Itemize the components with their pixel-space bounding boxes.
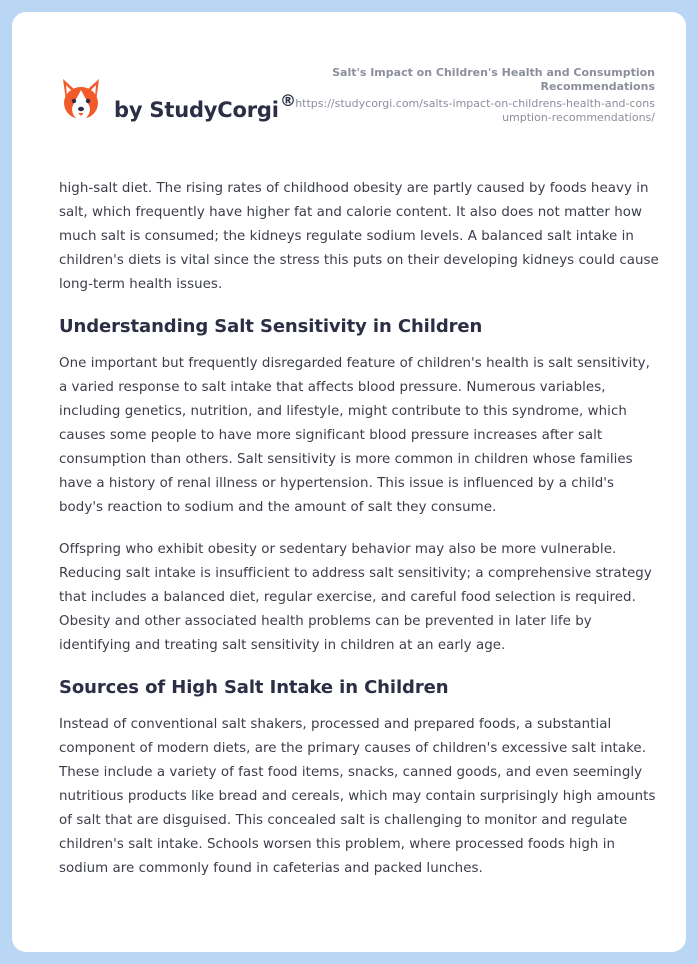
document-page — [12, 12, 686, 952]
intro-paragraph: high-salt diet. The rising rates of childhood obesity are partly caused by foods heavy in salt, which frequently have higher fat and calorie content. It also does not matter how much salt is consumed; the kidneys regulate sodium levels. A balanced salt intake in children's diets is vital since the stress this puts on their developing kidneys could cause long-term health issues. — [59, 181, 659, 292]
document-url[interactable]: https://studycorgi.com/salts-impact-on-childrens-health-and-consumption-recommendations/ — [295, 97, 655, 124]
paragraph: One important but frequently disregarded feature of children's health is salt sensitivity, a varied response to salt intake that affects blood pressure. Numerous variables, including genetics, nutrition, and lifestyle, might contribute to this syndrome, which causes some people to have more significant blood pressure increases after salt consumption than others. Salt sensitivity is more common in children whose families have a history of renal illness or hypertension. This issue is influenced by a child's body's reaction to sodium and the amount of salt they consume. — [59, 356, 650, 515]
paragraph: Instead of conventional salt shakers, processed and prepared foods, a substantial component of modern diets, are the primary causes of children's excessive salt intake. These include a variety of fast food items, snacks, canned goods, and even seemingly nutritious products like bread and cereals, which may contain surprisingly high amounts of salt that are disguised. This concealed salt is challenging to monitor and regulate children's salt intake. Schools worsen this problem, where processed foods high in sodium are commonly found in cafeterias and packed lunches. — [59, 717, 656, 876]
section-heading-salt-sensitivity: Understanding Salt Sensitivity in Children — [59, 316, 483, 337]
corgi-logo-icon — [60, 76, 102, 124]
registered-mark: ® — [280, 91, 296, 110]
document-title: Salt's Impact on Children's Health and Consumption Recommendations — [332, 66, 655, 93]
article-body — [59, 177, 659, 881]
paragraph: Offspring who exhibit obesity or sedentary behavior may also be more vulnerable. Reducing salt intake is insufficient to address salt sensitivity; a comprehensive strategy that includes a balanced diet, regular exercise, and careful food selection is required. Obesity and other associated health problems can be prevented in later life by identifying and treating salt sensitivity in children at an early age. — [59, 542, 652, 653]
section-heading-salt-sources: Sources of High Salt Intake in Children — [59, 677, 449, 698]
document-meta — [295, 66, 655, 125]
brand-name: by StudyCorgi — [114, 98, 279, 122]
